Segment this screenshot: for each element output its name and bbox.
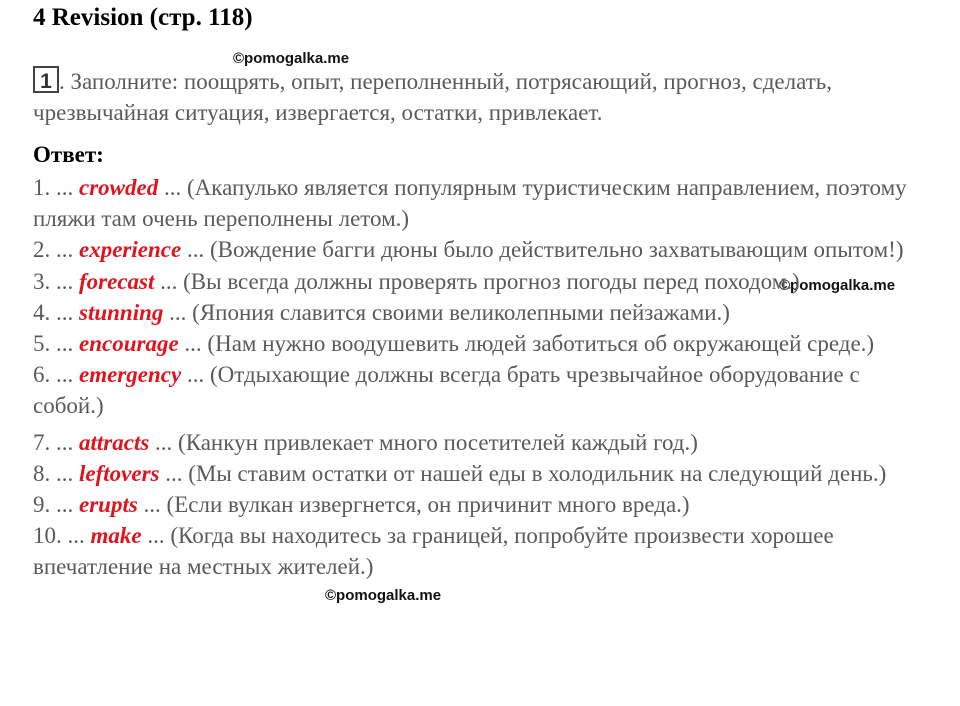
answer-label: Ответ: bbox=[33, 142, 104, 167]
answer-item bbox=[33, 359, 933, 421]
page-title: 4 Revision (стр. 118) bbox=[33, 4, 253, 31]
answer-number: 7. ... bbox=[33, 429, 79, 455]
answer-translation: ... (Акапулько является популярным туристическим направлением, поэтому пляжи там очень переполнены летом.) bbox=[33, 175, 907, 232]
answer-item bbox=[33, 489, 933, 520]
answer-word: experience bbox=[79, 237, 182, 263]
watermark: ©pomogalka.me bbox=[325, 587, 442, 604]
answer-translation: ... (Нам нужно воодушевить людей заботиться об окружающей среде.) bbox=[178, 331, 875, 357]
answer-item bbox=[33, 266, 933, 297]
answer-number: 8. ... bbox=[33, 460, 79, 486]
watermark: ©pomogalka.me bbox=[233, 50, 350, 67]
answer-number: 6. ... bbox=[33, 362, 79, 388]
answer-item bbox=[33, 520, 933, 582]
answer-item bbox=[33, 297, 933, 328]
answer-number: 2. ... bbox=[33, 237, 79, 263]
answer-translation: ... (Мы ставим остатки от нашей еды в холодильник на следующий день.) bbox=[159, 460, 887, 486]
task-text: . Заполните: поощрять, опыт, переполненный, потрясающий, прогноз, сделать, чрезвычайная ситуация, извергается, остатки, привлекает. bbox=[33, 69, 833, 125]
answer-number: 9. ... bbox=[33, 492, 79, 518]
answer-number: 10. ... bbox=[33, 523, 91, 549]
answer-list bbox=[33, 172, 933, 583]
answer-word: attracts bbox=[79, 429, 150, 455]
answer-word: encourage bbox=[79, 331, 179, 357]
answer-item bbox=[33, 427, 933, 458]
answer-item bbox=[33, 458, 933, 489]
task-number-box: 1 bbox=[33, 66, 59, 93]
answer-word: crowded bbox=[79, 175, 159, 200]
task-instruction bbox=[33, 66, 933, 128]
answer-word: stunning bbox=[79, 299, 164, 325]
answer-number: 3. ... bbox=[33, 268, 79, 294]
answer-translation: ... (Вы всегда должны проверять прогноз погоды перед походом.) bbox=[154, 268, 800, 294]
answer-translation: ... (Когда вы находитесь за границей, попробуйте произвести хорошее впечатление на местных жителей.) bbox=[33, 523, 834, 580]
answer-word: leftovers bbox=[79, 460, 160, 486]
answer-word: emergency bbox=[79, 362, 182, 388]
answer-item bbox=[33, 328, 933, 359]
answer-translation: ... (Отдыхающие должны всегда брать чрезвычайное оборудование с собой.) bbox=[33, 362, 860, 419]
answer-number: 1. ... bbox=[33, 175, 79, 200]
answer-translation: ... (Канкун привлекает много посетителей каждый год.) bbox=[149, 429, 698, 455]
answer-translation: ... (Если вулкан извергнется, он причинит много вреда.) bbox=[137, 492, 690, 518]
answer-word: erupts bbox=[79, 492, 138, 518]
answer-translation: ... (Вождение багги дюны было действительно захватывающим опытом!) bbox=[181, 237, 904, 263]
answer-item bbox=[33, 234, 933, 265]
answer-number: 5. ... bbox=[33, 331, 79, 357]
watermark: ©pomogalka.me bbox=[779, 277, 896, 294]
answer-item bbox=[33, 172, 933, 234]
answer-number: 4. ... bbox=[33, 299, 79, 325]
answer-translation: ... (Япония славится своими великолепными пейзажами.) bbox=[163, 299, 730, 325]
answer-word: forecast bbox=[79, 268, 155, 294]
answer-word: make bbox=[90, 523, 142, 549]
